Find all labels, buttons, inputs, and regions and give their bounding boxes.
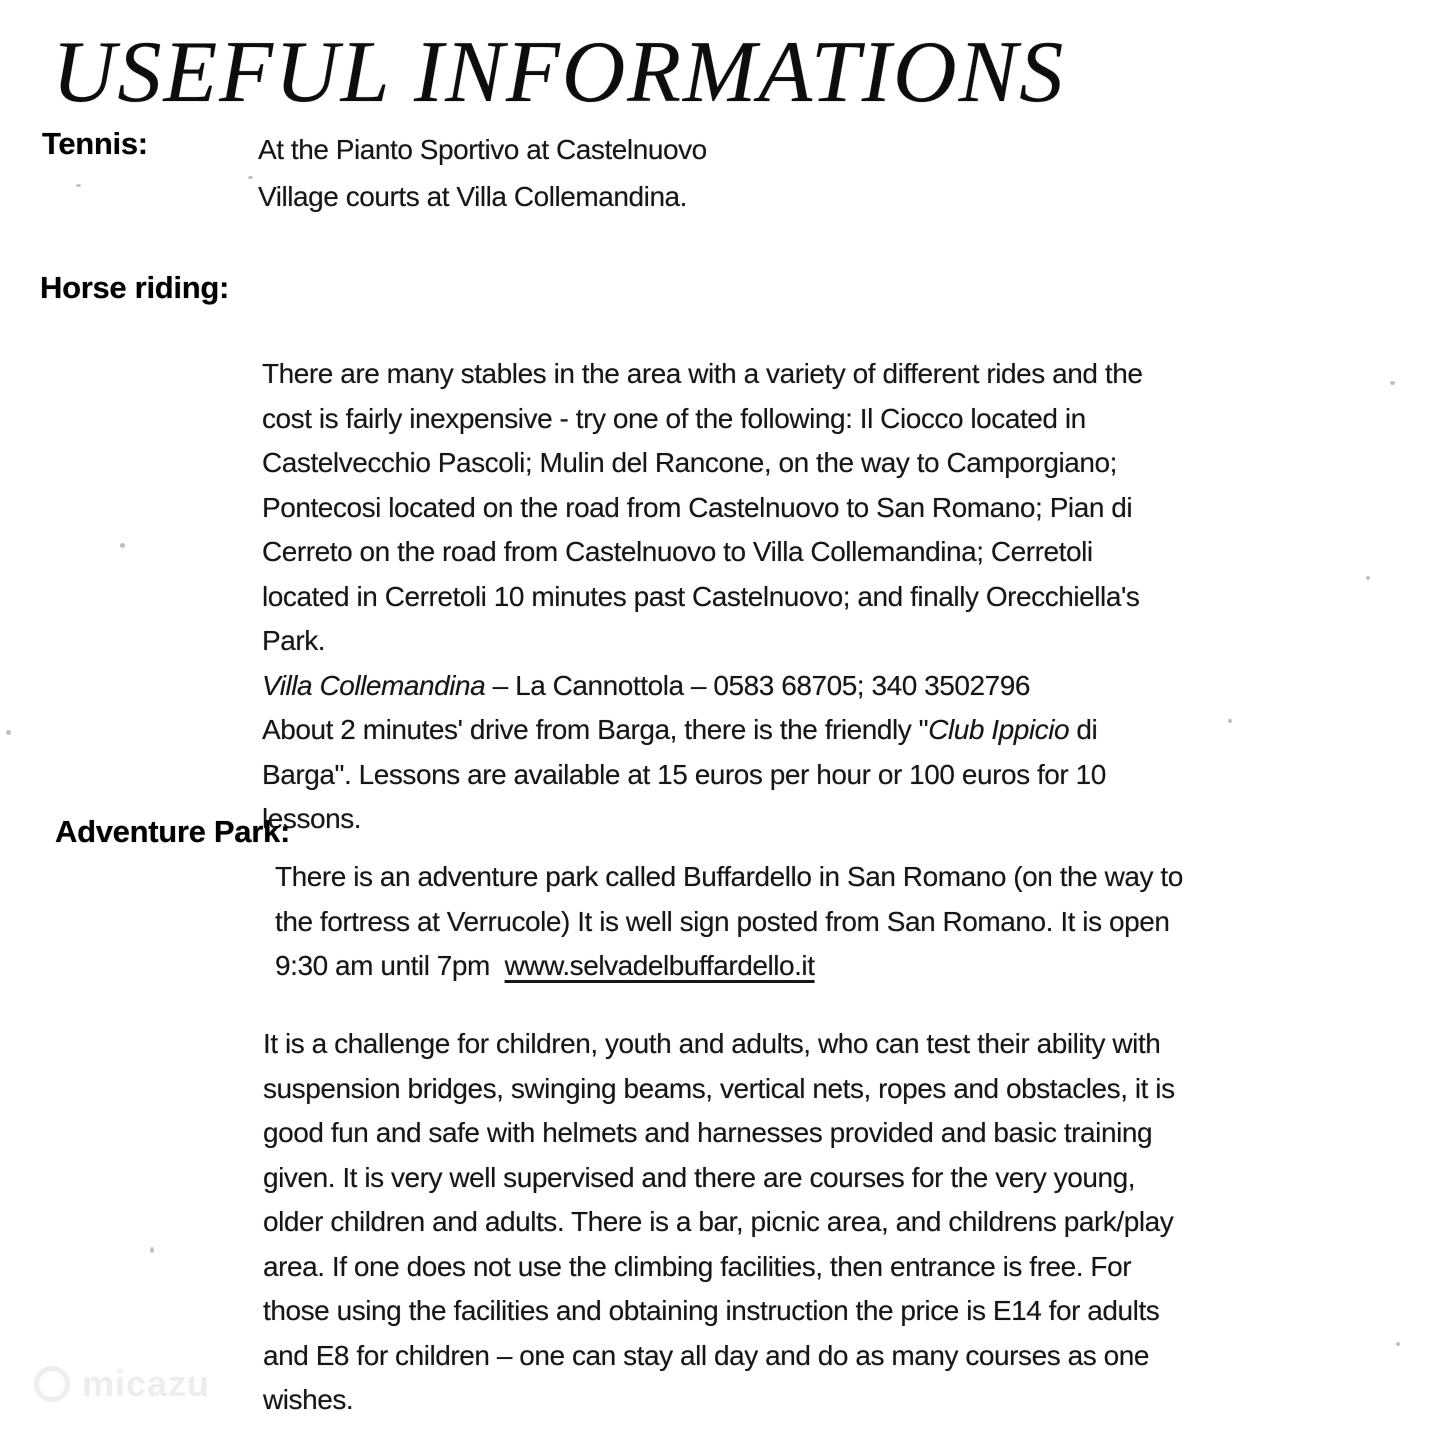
section-label-horse-riding: Horse riding: — [40, 270, 230, 305]
club-sentence-start: About 2 minutes' drive from Barga, there is the friendly " — [262, 714, 929, 745]
watermark-label: micazu — [82, 1363, 211, 1404]
scan-speck — [248, 176, 253, 179]
text-line: older children and adults. There is a bar, picnic area, and childrens park/play — [263, 1206, 1174, 1237]
tennis-text — [258, 126, 707, 220]
scan-speck — [1390, 381, 1395, 385]
text-line: those using the facilities and obtaining instruction the price is E14 for adults — [263, 1295, 1160, 1326]
adventure-park-text-1 — [275, 855, 1183, 989]
text-line: Park. — [262, 625, 326, 656]
text-line: given. It is very well supervised and there are courses for the very young, — [263, 1161, 1136, 1193]
text-line: Cerreto on the road from Castelnuovo to Villa Collemandina; Cerretoli — [262, 536, 1093, 567]
horse-riding-text — [262, 352, 1142, 842]
text-line: Pontecosi located on the road from Castelnuovo to San Romano; Pian di — [262, 491, 1133, 523]
club-name-italic: Club Ippicio — [928, 714, 1070, 745]
scan-speck — [76, 184, 81, 187]
watermark-logo-icon — [34, 1366, 70, 1402]
scan-speck — [1228, 719, 1232, 723]
text-line — [275, 944, 1183, 989]
page-title: USEFUL INFORMATIONS — [52, 24, 1066, 121]
text-line — [262, 664, 1142, 709]
stable-name-italic: Villa Collemandina — [262, 669, 493, 701]
text-line — [262, 708, 1142, 753]
text-line: Village courts at Villa Collemandina. — [258, 181, 688, 212]
text-line: and E8 for children – one can stay all day and do as many courses as one — [263, 1339, 1149, 1371]
opening-hours: 9:30 am until 7pm — [275, 950, 505, 981]
text-line: Barga". Lessons are available at 15 euros per hour or 100 euros for 10 — [262, 758, 1106, 790]
scan-speck — [120, 543, 125, 548]
text-line: At the Pianto Sportivo at Castelnuovo — [258, 134, 707, 165]
website-link[interactable]: www.selvadelbuffardello.it — [504, 950, 815, 981]
section-label-tennis: Tennis: — [42, 126, 148, 161]
text-line: suspension bridges, swinging beams, vertical nets, ropes and obstacles, it is — [263, 1072, 1175, 1104]
adventure-park-text-2 — [263, 1022, 1175, 1423]
club-sentence-cont: di — [1069, 714, 1098, 745]
scan-speck — [6, 730, 11, 735]
text-line: area. If one does not use the climbing facilities, then entrance is free. For — [263, 1250, 1132, 1282]
text-line: lessons. — [262, 803, 362, 834]
scan-speck — [150, 1247, 154, 1253]
text-line: It is a challenge for children, youth and adults, who can test their ability with — [263, 1028, 1161, 1059]
stable-contact: – La Cannottola – 0583 68705; 340 3502796 — [492, 669, 1031, 701]
text-line: There are many stables in the area with a variety of different rides and the — [262, 358, 1143, 389]
text-line: cost is fairly inexpensive - try one of the following: Il Ciocco located in — [262, 402, 1086, 434]
watermark — [34, 1363, 210, 1405]
text-line: Castelvecchio Pascoli; Mulin del Rancone, on the way to Camporgiano; — [262, 447, 1117, 478]
text-line: good fun and safe with helmets and harnesses provided and basic training — [263, 1117, 1153, 1148]
text-line: wishes. — [263, 1384, 354, 1415]
text-line: located in Cerretoli 10 minutes past Castelnuovo; and finally Orecchiella's — [262, 580, 1140, 612]
scan-speck — [1396, 1342, 1400, 1346]
text-line: There is an adventure park called Buffardello in San Romano (on the way to — [275, 861, 1183, 892]
scan-speck — [1366, 576, 1370, 580]
text-line: the fortress at Verrucole) It is well sign posted from San Romano. It is open — [275, 905, 1170, 937]
section-label-adventure-park: Adventure Park: — [55, 814, 290, 849]
